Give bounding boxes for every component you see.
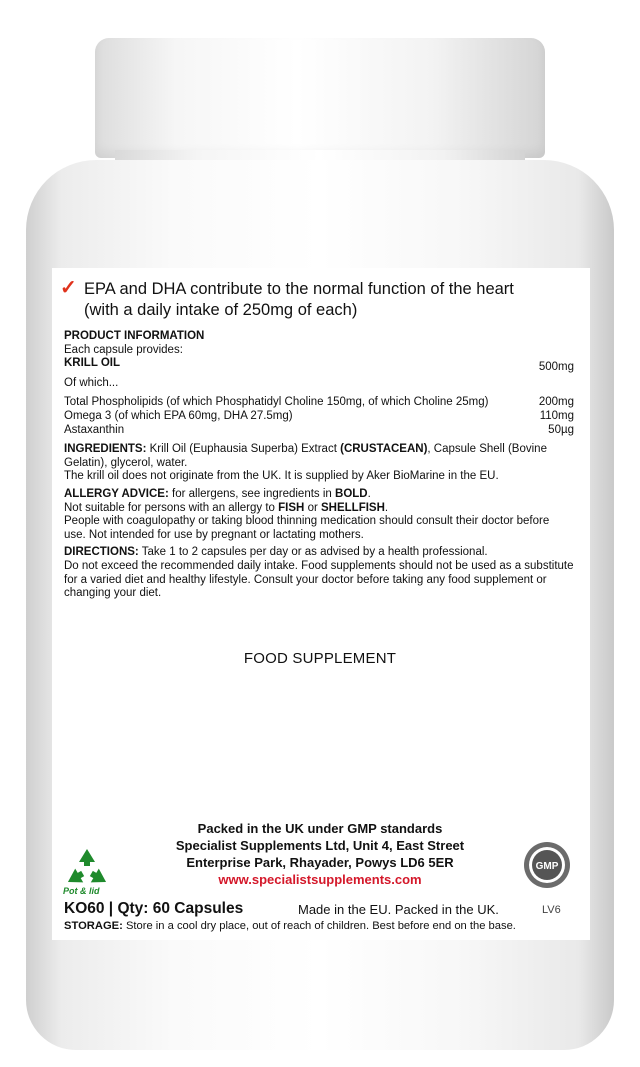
sku-quantity: KO60 | Qty: 60 Capsules	[64, 900, 244, 917]
nutrient-value: 200mg	[538, 396, 574, 409]
packer-line-2: Specialist Supplements Ltd, Unit 4, East Street	[175, 838, 465, 853]
check-icon: ✓	[60, 277, 77, 299]
allergy-text: for allergens, see ingredients in	[172, 487, 332, 500]
ingredients-label: INGREDIENTS:	[64, 443, 147, 456]
each-capsule-text: Each capsule provides:	[64, 343, 183, 356]
allergy-label: ALLERGY ADVICE:	[64, 487, 169, 500]
directions-label: DIRECTIONS:	[64, 546, 139, 559]
ingredients-section	[64, 443, 574, 484]
ingredients-text: Krill Oil (Euphausia Superba) Extract	[149, 443, 337, 456]
nutrient-value: 50µg	[548, 423, 574, 436]
nutrient-name: Omega 3 (of which EPA 60mg, DHA 27.5mg)	[64, 409, 293, 422]
product-information	[64, 330, 574, 605]
nutrient-name: Total Phospholipids (of which Phosphatidyl Choline 150mg, of which Choline 25mg)	[64, 396, 489, 409]
suitability-text: Not suitable for persons with an allergy to FISH or SHELLFISH.	[64, 501, 389, 514]
allergy-section: ALLERGY ADVICE: for allergens, see ingredients in BOLD. Not suitable for persons with an allergy to FISH or SHELLFISH. People with coagulopathy or taking blood thinning medication should consult their doctor before use. Not intended for use by pregnant or lactating mothers.	[64, 488, 574, 542]
krill-oil-value: 500mg	[538, 361, 574, 374]
gmp-badge-text: GMP	[535, 861, 559, 872]
of-which-text: Of which...	[64, 376, 119, 389]
krill-oil-row	[64, 357, 574, 375]
nutrient-row	[64, 396, 574, 410]
bottle-cap	[95, 38, 545, 158]
food-supplement-title: FOOD SUPPLEMENT	[243, 650, 397, 667]
made-in-text: Made in the EU. Packed in the UK.	[298, 902, 499, 917]
origin-text: The krill oil does not originate from the UK. It is supplied by Aker BioMarine in the EU.	[64, 470, 499, 483]
packer-info	[140, 820, 500, 888]
shellfish-allergen: SHELLFISH	[321, 501, 385, 514]
benefit-line-2: (with a daily intake of 250mg of each)	[84, 301, 358, 319]
nutrient-name: Astaxanthin	[64, 423, 125, 436]
benefit-line-1: EPA and DHA contribute to the normal function of the heart	[84, 280, 514, 298]
bold-word: BOLD	[335, 487, 368, 500]
benefit-claim	[60, 277, 584, 321]
storage-label: STORAGE:	[64, 920, 123, 932]
packer-line-3: Enterprise Park, Rhayader, Powys LD6 5ER	[186, 855, 454, 870]
fish-allergen: FISH	[278, 501, 305, 514]
product-info-heading: PRODUCT INFORMATION	[64, 330, 205, 342]
nutrient-row	[64, 410, 574, 424]
ingredients-text-rest: , Capsule Shell (Bovine Gelatin), glycerol, water.	[64, 443, 547, 469]
suitability-lead: Not suitable for persons with an allergy to	[64, 501, 275, 514]
version-code: LV6	[542, 904, 561, 916]
nutrient-row	[64, 424, 574, 438]
crustacean-allergen: (CRUSTACEAN)	[340, 443, 428, 456]
directions-section	[64, 546, 574, 600]
storage-info	[64, 920, 584, 932]
storage-text: Store in a cool dry place, out of reach of children. Best before end on the base.	[125, 920, 516, 932]
or-text: or	[307, 501, 318, 514]
packer-line-1: Packed in the UK under GMP standards	[197, 821, 443, 836]
nutrient-value: 110mg	[539, 409, 574, 422]
krill-oil-label: KRILL OIL	[64, 357, 121, 370]
directions-warning: Do not exceed the recommended daily intake. Food supplements should not be used as a substitute for a varied diet and healthy lifestyle. Consult your doctor before taking any food supplement or changing your diet.	[64, 559, 574, 600]
recycle-caption: Pot & lid	[63, 886, 100, 896]
coagulopathy-warning: People with coagulopathy or taking blood thinning medication should consult their doctor before use. Not intended for use by pregnant or lactating mothers.	[64, 515, 550, 541]
website-link[interactable]: www.specialistsupplements.com	[218, 872, 422, 887]
directions-text: Take 1 to 2 capsules per day or as advised by a health professional.	[141, 546, 488, 559]
gmp-badge-icon	[522, 840, 572, 890]
